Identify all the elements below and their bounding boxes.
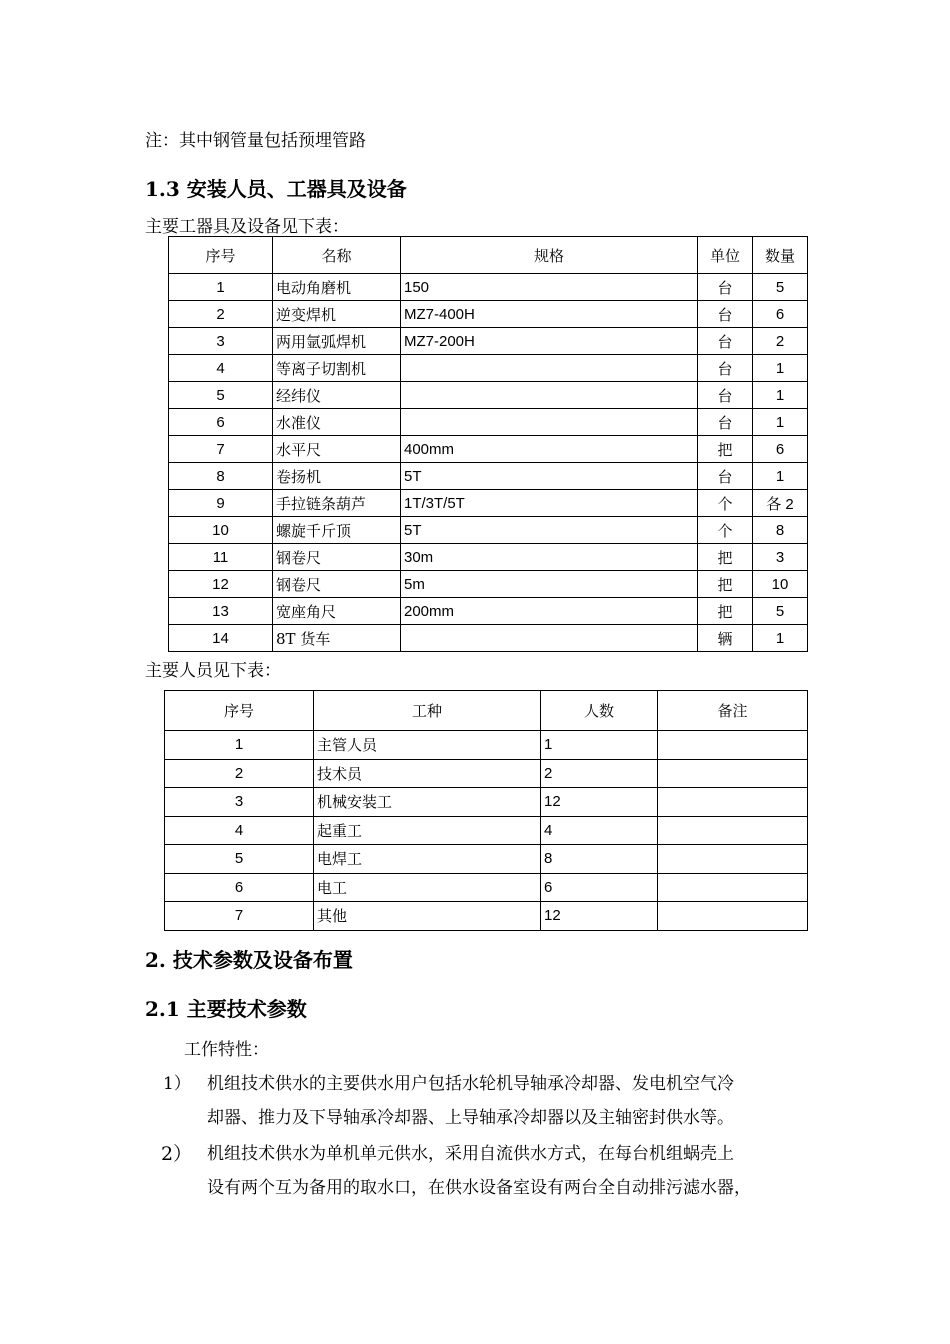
table-cell: 2 bbox=[753, 328, 808, 355]
table-cell: 手拉链条葫芦 bbox=[273, 490, 401, 517]
table-cell: 2 bbox=[169, 301, 273, 328]
table-cell bbox=[658, 759, 808, 788]
table-cell: 2 bbox=[541, 759, 658, 788]
table-cell: 各 2 bbox=[753, 490, 808, 517]
table-cell: 台 bbox=[698, 355, 753, 382]
table-cell: MZ7-200H bbox=[401, 328, 698, 355]
column-header: 人数 bbox=[541, 691, 658, 731]
column-header: 序号 bbox=[165, 691, 314, 731]
table-header-row bbox=[165, 691, 808, 731]
item-number: 2） bbox=[161, 1143, 193, 1165]
table-row bbox=[169, 598, 808, 625]
item-text-line: 设有两个互为备用的取水口，在供水设备室设有两台全自动排污滤水器， bbox=[207, 1178, 751, 1198]
table-cell bbox=[658, 731, 808, 760]
table-cell: 1 bbox=[753, 382, 808, 409]
table-row bbox=[169, 571, 808, 598]
table-cell: 12 bbox=[541, 902, 658, 931]
table-row bbox=[169, 355, 808, 382]
table-cell: 把 bbox=[698, 598, 753, 625]
table-cell: MZ7-400H bbox=[401, 301, 698, 328]
table-cell: 等离子切割机 bbox=[273, 355, 401, 382]
table-cell: 7 bbox=[165, 902, 314, 931]
table-cell: 6 bbox=[541, 873, 658, 902]
table-cell: 3 bbox=[169, 328, 273, 355]
table-cell: 5T bbox=[401, 517, 698, 544]
table-cell: 台 bbox=[698, 328, 753, 355]
table-cell: 1 bbox=[753, 355, 808, 382]
table-cell: 11 bbox=[169, 544, 273, 571]
table-cell: 台 bbox=[698, 382, 753, 409]
table-cell: 5m bbox=[401, 571, 698, 598]
table-cell: 7 bbox=[169, 436, 273, 463]
table-row bbox=[165, 845, 808, 874]
table-cell bbox=[658, 788, 808, 817]
table-cell: 台 bbox=[698, 409, 753, 436]
table-cell: 宽座角尺 bbox=[273, 598, 401, 625]
table-cell: 5T bbox=[401, 463, 698, 490]
table-cell: 10 bbox=[169, 517, 273, 544]
item-text-line: 机组技术供水为单机单元供水，采用自流供水方式，在每台机组蜗壳上 bbox=[207, 1144, 734, 1164]
table-cell: 辆 bbox=[698, 625, 753, 652]
table-cell: 12 bbox=[541, 788, 658, 817]
table-cell: 1 bbox=[541, 731, 658, 760]
table-row bbox=[169, 409, 808, 436]
table-cell: 5 bbox=[169, 382, 273, 409]
table-cell: 逆变焊机 bbox=[273, 301, 401, 328]
table-row bbox=[169, 463, 808, 490]
table-cell: 2 bbox=[165, 759, 314, 788]
table-cell: 6 bbox=[753, 301, 808, 328]
table-cell: 8T 货车 bbox=[273, 625, 401, 652]
table-cell: 钢卷尺 bbox=[273, 544, 401, 571]
table-cell: 13 bbox=[169, 598, 273, 625]
table-cell bbox=[658, 845, 808, 874]
table-cell: 1 bbox=[169, 274, 273, 301]
staff-intro: 主要人员见下表： bbox=[145, 661, 281, 681]
table-row bbox=[165, 759, 808, 788]
table-cell bbox=[658, 816, 808, 845]
table-cell bbox=[658, 873, 808, 902]
table-row bbox=[165, 788, 808, 817]
table-row bbox=[169, 301, 808, 328]
table-cell: 200mm bbox=[401, 598, 698, 625]
table-cell: 起重工 bbox=[314, 816, 541, 845]
item-text-line: 机组技术供水的主要供水用户包括水轮机导轴承冷却器、发电机空气冷 bbox=[207, 1074, 734, 1094]
work-characteristics-label: 工作特性： bbox=[184, 1040, 269, 1060]
table-row bbox=[169, 544, 808, 571]
table-row bbox=[169, 517, 808, 544]
table-cell: 其他 bbox=[314, 902, 541, 931]
table-cell: 卷扬机 bbox=[273, 463, 401, 490]
column-header: 备注 bbox=[658, 691, 808, 731]
table-cell: 水准仪 bbox=[273, 409, 401, 436]
table-cell: 3 bbox=[753, 544, 808, 571]
table-cell: 1 bbox=[753, 409, 808, 436]
table-cell: 1 bbox=[753, 625, 808, 652]
column-header: 名称 bbox=[273, 237, 401, 274]
table-cell: 30m bbox=[401, 544, 698, 571]
table-cell: 水平尺 bbox=[273, 436, 401, 463]
table-cell: 电动角磨机 bbox=[273, 274, 401, 301]
table-row bbox=[165, 873, 808, 902]
table-cell: 4 bbox=[169, 355, 273, 382]
table-row bbox=[169, 625, 808, 652]
tools-table bbox=[168, 236, 808, 652]
table-cell: 两用氩弧焊机 bbox=[273, 328, 401, 355]
table-cell: 400mm bbox=[401, 436, 698, 463]
table-cell: 机械安装工 bbox=[314, 788, 541, 817]
column-header: 序号 bbox=[169, 237, 273, 274]
table-cell: 4 bbox=[165, 816, 314, 845]
table-row bbox=[169, 328, 808, 355]
table-cell: 电工 bbox=[314, 873, 541, 902]
table-cell: 电焊工 bbox=[314, 845, 541, 874]
table-cell: 6 bbox=[169, 409, 273, 436]
table-row bbox=[169, 490, 808, 517]
table-cell: 3 bbox=[165, 788, 314, 817]
table-row bbox=[169, 274, 808, 301]
table-cell: 6 bbox=[165, 873, 314, 902]
column-header: 工种 bbox=[314, 691, 541, 731]
table-cell: 个 bbox=[698, 490, 753, 517]
table-cell: 8 bbox=[541, 845, 658, 874]
item-text-line: 却器、推力及下导轴承冷却器、上导轴承冷却器以及主轴密封供水等。 bbox=[207, 1108, 734, 1128]
table-cell: 螺旋千斤顶 bbox=[273, 517, 401, 544]
table-cell: 8 bbox=[169, 463, 273, 490]
table-cell: 150 bbox=[401, 274, 698, 301]
table-cell: 5 bbox=[165, 845, 314, 874]
table-cell: 5 bbox=[753, 274, 808, 301]
table-cell bbox=[401, 409, 698, 436]
table-cell: 个 bbox=[698, 517, 753, 544]
column-header: 单位 bbox=[698, 237, 753, 274]
table-cell: 14 bbox=[169, 625, 273, 652]
staff-table bbox=[164, 690, 808, 931]
table-row bbox=[165, 731, 808, 760]
table-cell: 9 bbox=[169, 490, 273, 517]
item-number: 1） bbox=[163, 1074, 191, 1094]
table-cell: 6 bbox=[753, 436, 808, 463]
table-row bbox=[169, 436, 808, 463]
table-cell: 经纬仪 bbox=[273, 382, 401, 409]
table-cell: 台 bbox=[698, 463, 753, 490]
table-header-row bbox=[169, 237, 808, 274]
section-heading-2: 2. 技术参数及设备布置 bbox=[145, 948, 353, 972]
table-cell: 4 bbox=[541, 816, 658, 845]
tools-intro: 主要工器具及设备见下表： bbox=[145, 217, 349, 237]
note-text: 注：其中钢管量包括预埋管路 bbox=[145, 131, 366, 151]
table-cell: 把 bbox=[698, 436, 753, 463]
table-row bbox=[165, 816, 808, 845]
table-cell: 10 bbox=[753, 571, 808, 598]
table-cell bbox=[658, 902, 808, 931]
table-cell: 台 bbox=[698, 301, 753, 328]
table-cell bbox=[401, 355, 698, 382]
table-cell bbox=[401, 382, 698, 409]
column-header: 数量 bbox=[753, 237, 808, 274]
table-row bbox=[169, 382, 808, 409]
table-cell: 技术员 bbox=[314, 759, 541, 788]
table-cell: 钢卷尺 bbox=[273, 571, 401, 598]
table-cell: 把 bbox=[698, 544, 753, 571]
column-header: 规格 bbox=[401, 237, 698, 274]
table-cell: 5 bbox=[753, 598, 808, 625]
section-heading-1-3: 1.3 安装人员、工器具及设备 bbox=[145, 177, 407, 201]
table-row bbox=[165, 902, 808, 931]
table-cell: 12 bbox=[169, 571, 273, 598]
table-cell: 主管人员 bbox=[314, 731, 541, 760]
table-cell: 1 bbox=[753, 463, 808, 490]
table-cell bbox=[401, 625, 698, 652]
table-cell: 把 bbox=[698, 571, 753, 598]
section-heading-2-1: 2.1 主要技术参数 bbox=[145, 997, 307, 1021]
table-cell: 台 bbox=[698, 274, 753, 301]
table-cell: 1T/3T/5T bbox=[401, 490, 698, 517]
table-cell: 8 bbox=[753, 517, 808, 544]
table-cell: 1 bbox=[165, 731, 314, 760]
